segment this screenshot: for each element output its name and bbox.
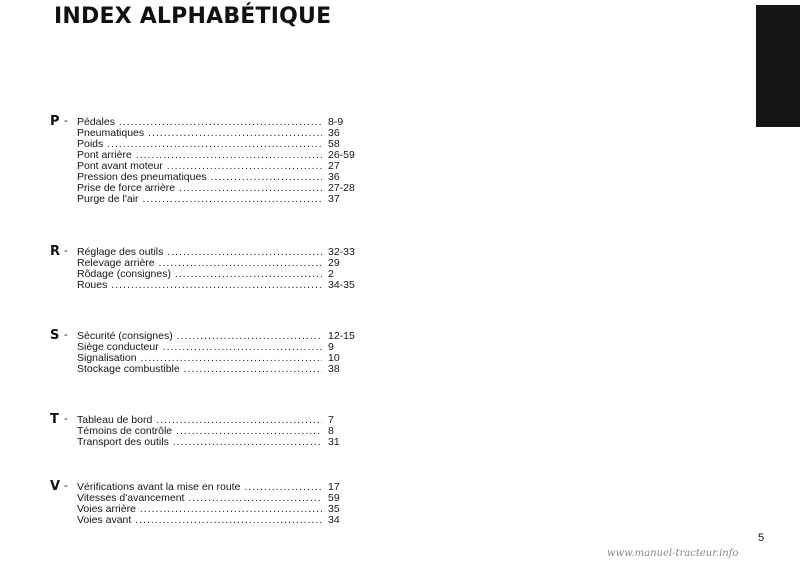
- entry-page: 37: [328, 193, 340, 205]
- entry-label: Pédales .....: [77, 116, 322, 128]
- entry-page: 26-59: [328, 149, 355, 161]
- page-title: INDEX ALPHABÉTIQUE: [54, 4, 332, 29]
- watermark: www.manuel-tracteur.info: [607, 548, 739, 559]
- section-letter: T: [50, 412, 59, 427]
- section-dash: -: [64, 480, 68, 492]
- entry-label: Pont avant moteur .....: [77, 160, 322, 172]
- entry-label: Voies arrière .....: [77, 503, 322, 515]
- section-dash: -: [64, 115, 68, 127]
- section-dash: -: [64, 329, 68, 341]
- entry-label: Rôdage (consignes) .....: [77, 268, 322, 280]
- entry-label: Siège conducteur .....: [77, 341, 322, 353]
- entry-page: 36: [328, 127, 340, 139]
- entry-page: 8-9: [328, 116, 344, 128]
- entry-page: 27: [328, 160, 340, 172]
- entry-label: Tableau de bord .....: [77, 414, 322, 426]
- entry-label: Vérifications avant la mise en route .....: [77, 481, 322, 493]
- entry-label: Sécurité (consignes) .....: [77, 330, 322, 342]
- index-entry: [50, 436, 380, 448]
- section-letter: V: [50, 479, 61, 494]
- entry-page: 7: [328, 414, 334, 426]
- entry-page: 10: [328, 352, 340, 364]
- entry-page: 17: [328, 481, 340, 493]
- entry-page: 27-28: [328, 182, 355, 194]
- section-dash: -: [64, 413, 68, 425]
- entry-page: 2: [328, 268, 334, 280]
- entry-page: 34: [328, 514, 340, 526]
- entry-page: 35: [328, 503, 340, 515]
- entry-label: Pont arrière .....: [77, 149, 322, 161]
- entry-label: Transport des outils .....: [77, 436, 322, 448]
- section-letter: P: [50, 114, 60, 129]
- entry-page: 36: [328, 171, 340, 183]
- section-letter: S: [50, 328, 60, 343]
- entry-label: Signalisation .....: [77, 352, 322, 364]
- entry-label: Voies avant .....: [77, 514, 322, 526]
- entry-label: Roues .....: [77, 279, 322, 291]
- entry-label: Poids .....: [77, 138, 322, 150]
- section-letter: R: [50, 244, 61, 259]
- entry-label: Réglage des outils .....: [77, 246, 322, 258]
- entry-label: Vitesses d'avancement .....: [77, 492, 322, 504]
- entry-page: 34-35: [328, 279, 355, 291]
- edge-thumb-tab: [756, 5, 800, 127]
- entry-page: 8: [328, 425, 334, 437]
- entry-label: Relevage arrière .....: [77, 257, 322, 269]
- entry-label: Prise de force arrière .....: [77, 182, 322, 194]
- entry-page: 58: [328, 138, 340, 150]
- entry-label: Pression des pneumatiques .....: [77, 171, 322, 183]
- entry-page: 38: [328, 363, 340, 375]
- entry-label: Pneumatiques .....: [77, 127, 322, 139]
- index-entry: [50, 514, 380, 526]
- entry-label: Stockage combustible .....: [77, 363, 322, 375]
- page-number: 5: [758, 532, 765, 544]
- entry-label: Témoins de contrôle .....: [77, 425, 322, 437]
- section-dash: -: [64, 245, 68, 257]
- entry-page: 59: [328, 492, 340, 504]
- entry-page: 31: [328, 436, 340, 448]
- entry-label: Purge de l'air .....: [77, 193, 322, 205]
- entry-page: 32-33: [328, 246, 355, 258]
- entry-page: 29: [328, 257, 340, 269]
- index-entry: [50, 279, 380, 291]
- index-entry: [50, 193, 380, 205]
- entry-page: 9: [328, 341, 334, 353]
- entry-page: 12-15: [328, 330, 355, 342]
- index-entry: [50, 363, 380, 375]
